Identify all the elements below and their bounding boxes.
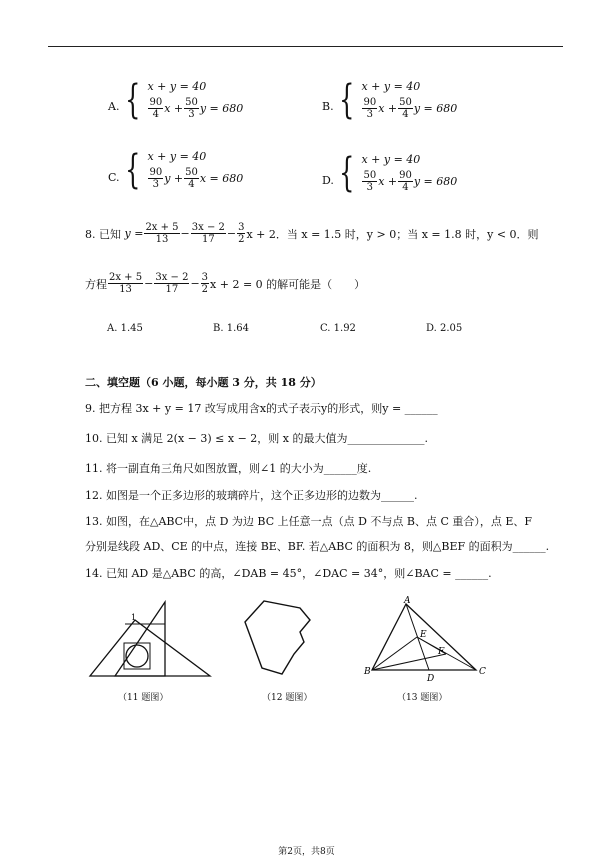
option-b-eq1: x + y = 40 bbox=[361, 79, 421, 93]
q8-choice-d: D. 2.05 bbox=[426, 323, 463, 334]
option-a-eq2: $\frac{90}{4}$ x + $\frac{50}{3}$ y = 680 bbox=[149, 96, 244, 120]
option-d-eq2: $\frac{50}{3}$ x + $\frac{90}{4}$ y = 680 bbox=[363, 169, 458, 193]
figure-11-caption: （11 题图） bbox=[118, 693, 169, 703]
section-2-heading: 二、填空题（6 小题，每小题 3 分，共 18 分） bbox=[85, 376, 322, 389]
option-b-eq2: $\frac{90}{3}$ x + $\frac{50}{4}$ y = 680 bbox=[363, 96, 458, 120]
point-d-label: D bbox=[427, 674, 435, 684]
point-a-label: A bbox=[404, 596, 411, 606]
brace-icon: { bbox=[339, 150, 355, 196]
brace-icon: { bbox=[125, 147, 141, 193]
question-13-line1: 13. 如图，在△ABC中，点 D 为边 BC 上任意一点（点 D 不与点 B、点 C 重合），点 E、F bbox=[85, 515, 533, 528]
q8-choice-a: A. 1.45 bbox=[107, 323, 143, 334]
figure-11 bbox=[85, 600, 215, 685]
option-a-eq1: x + y = 40 bbox=[147, 79, 207, 93]
q8-choice-c: C. 1.92 bbox=[320, 323, 356, 334]
question-8-line1: 8. 已知 y = $\frac{2x + 5}{13}$ − $\frac{3x - 2}{17}$ − $\frac{3}{2}$ x + 2．当 x = 1.5 时，y > 0；当 x = 1.8 时，y < 0．则 bbox=[85, 222, 539, 245]
option-d-system bbox=[334, 151, 457, 195]
question-13-line2: 分别是线段 AD、CE 的中点，连接 BE、BF. 若△ABC 的面积为 8，则△BEF 的面积为______. bbox=[85, 540, 550, 553]
option-c-eq1: x + y = 40 bbox=[147, 149, 207, 163]
option-b-system bbox=[334, 78, 457, 122]
figure-12-caption: （12 题图） bbox=[262, 693, 313, 703]
question-11: 11. 将一副直角三角尺如图放置，则∠1 的大小为______度. bbox=[85, 462, 372, 475]
question-12: 12. 如图是一个正多边形的玻璃碎片，这个正多边形的边数为______. bbox=[85, 489, 418, 502]
option-c-eq2: $\frac{90}{3}$ y + $\frac{50}{4}$ x = 680 bbox=[149, 166, 244, 190]
q8-choice-b: B. 1.64 bbox=[213, 323, 249, 334]
option-c-system bbox=[120, 148, 243, 192]
option-d-label: D. bbox=[322, 174, 334, 187]
page-footer: 第2页，共8页 bbox=[278, 847, 335, 857]
option-b-label: B. bbox=[322, 100, 334, 113]
point-e-label: E bbox=[420, 630, 427, 640]
option-c-label: C. bbox=[108, 171, 120, 184]
brace-icon: { bbox=[339, 77, 355, 123]
question-8-line2: 方程 $\frac{2x + 5}{13}$ − $\frac{3x - 2}{17}$ − $\frac{3}{2}$ x + 2 = 0 的解可能是（ ） bbox=[85, 272, 366, 295]
option-a-label: A. bbox=[108, 100, 120, 113]
header-rule bbox=[48, 46, 563, 47]
angle-1-label: 1 bbox=[131, 613, 137, 622]
brace-icon: { bbox=[125, 77, 141, 123]
point-b-label: B bbox=[364, 667, 371, 677]
option-d-eq1: x + y = 40 bbox=[361, 152, 421, 166]
question-10: 10. 已知 x 满足 2(x − 3) ≤ x − 2，则 x 的最大值为______________. bbox=[85, 432, 428, 445]
option-a-system bbox=[120, 78, 243, 122]
figure-13-caption: （13 题图） bbox=[397, 693, 448, 703]
point-c-label: C bbox=[479, 667, 486, 677]
figure-12 bbox=[240, 598, 320, 680]
figure-13 bbox=[362, 594, 492, 684]
point-f-label: F bbox=[438, 647, 445, 657]
question-14: 14. 已知 AD 是△ABC 的高，∠DAB = 45°，∠DAC = 34°，则∠BAC = ______. bbox=[85, 567, 492, 580]
question-9: 9. 把方程 3x + y = 17 改写成用含x的式子表示y的形式，则y = ______ bbox=[85, 402, 438, 415]
